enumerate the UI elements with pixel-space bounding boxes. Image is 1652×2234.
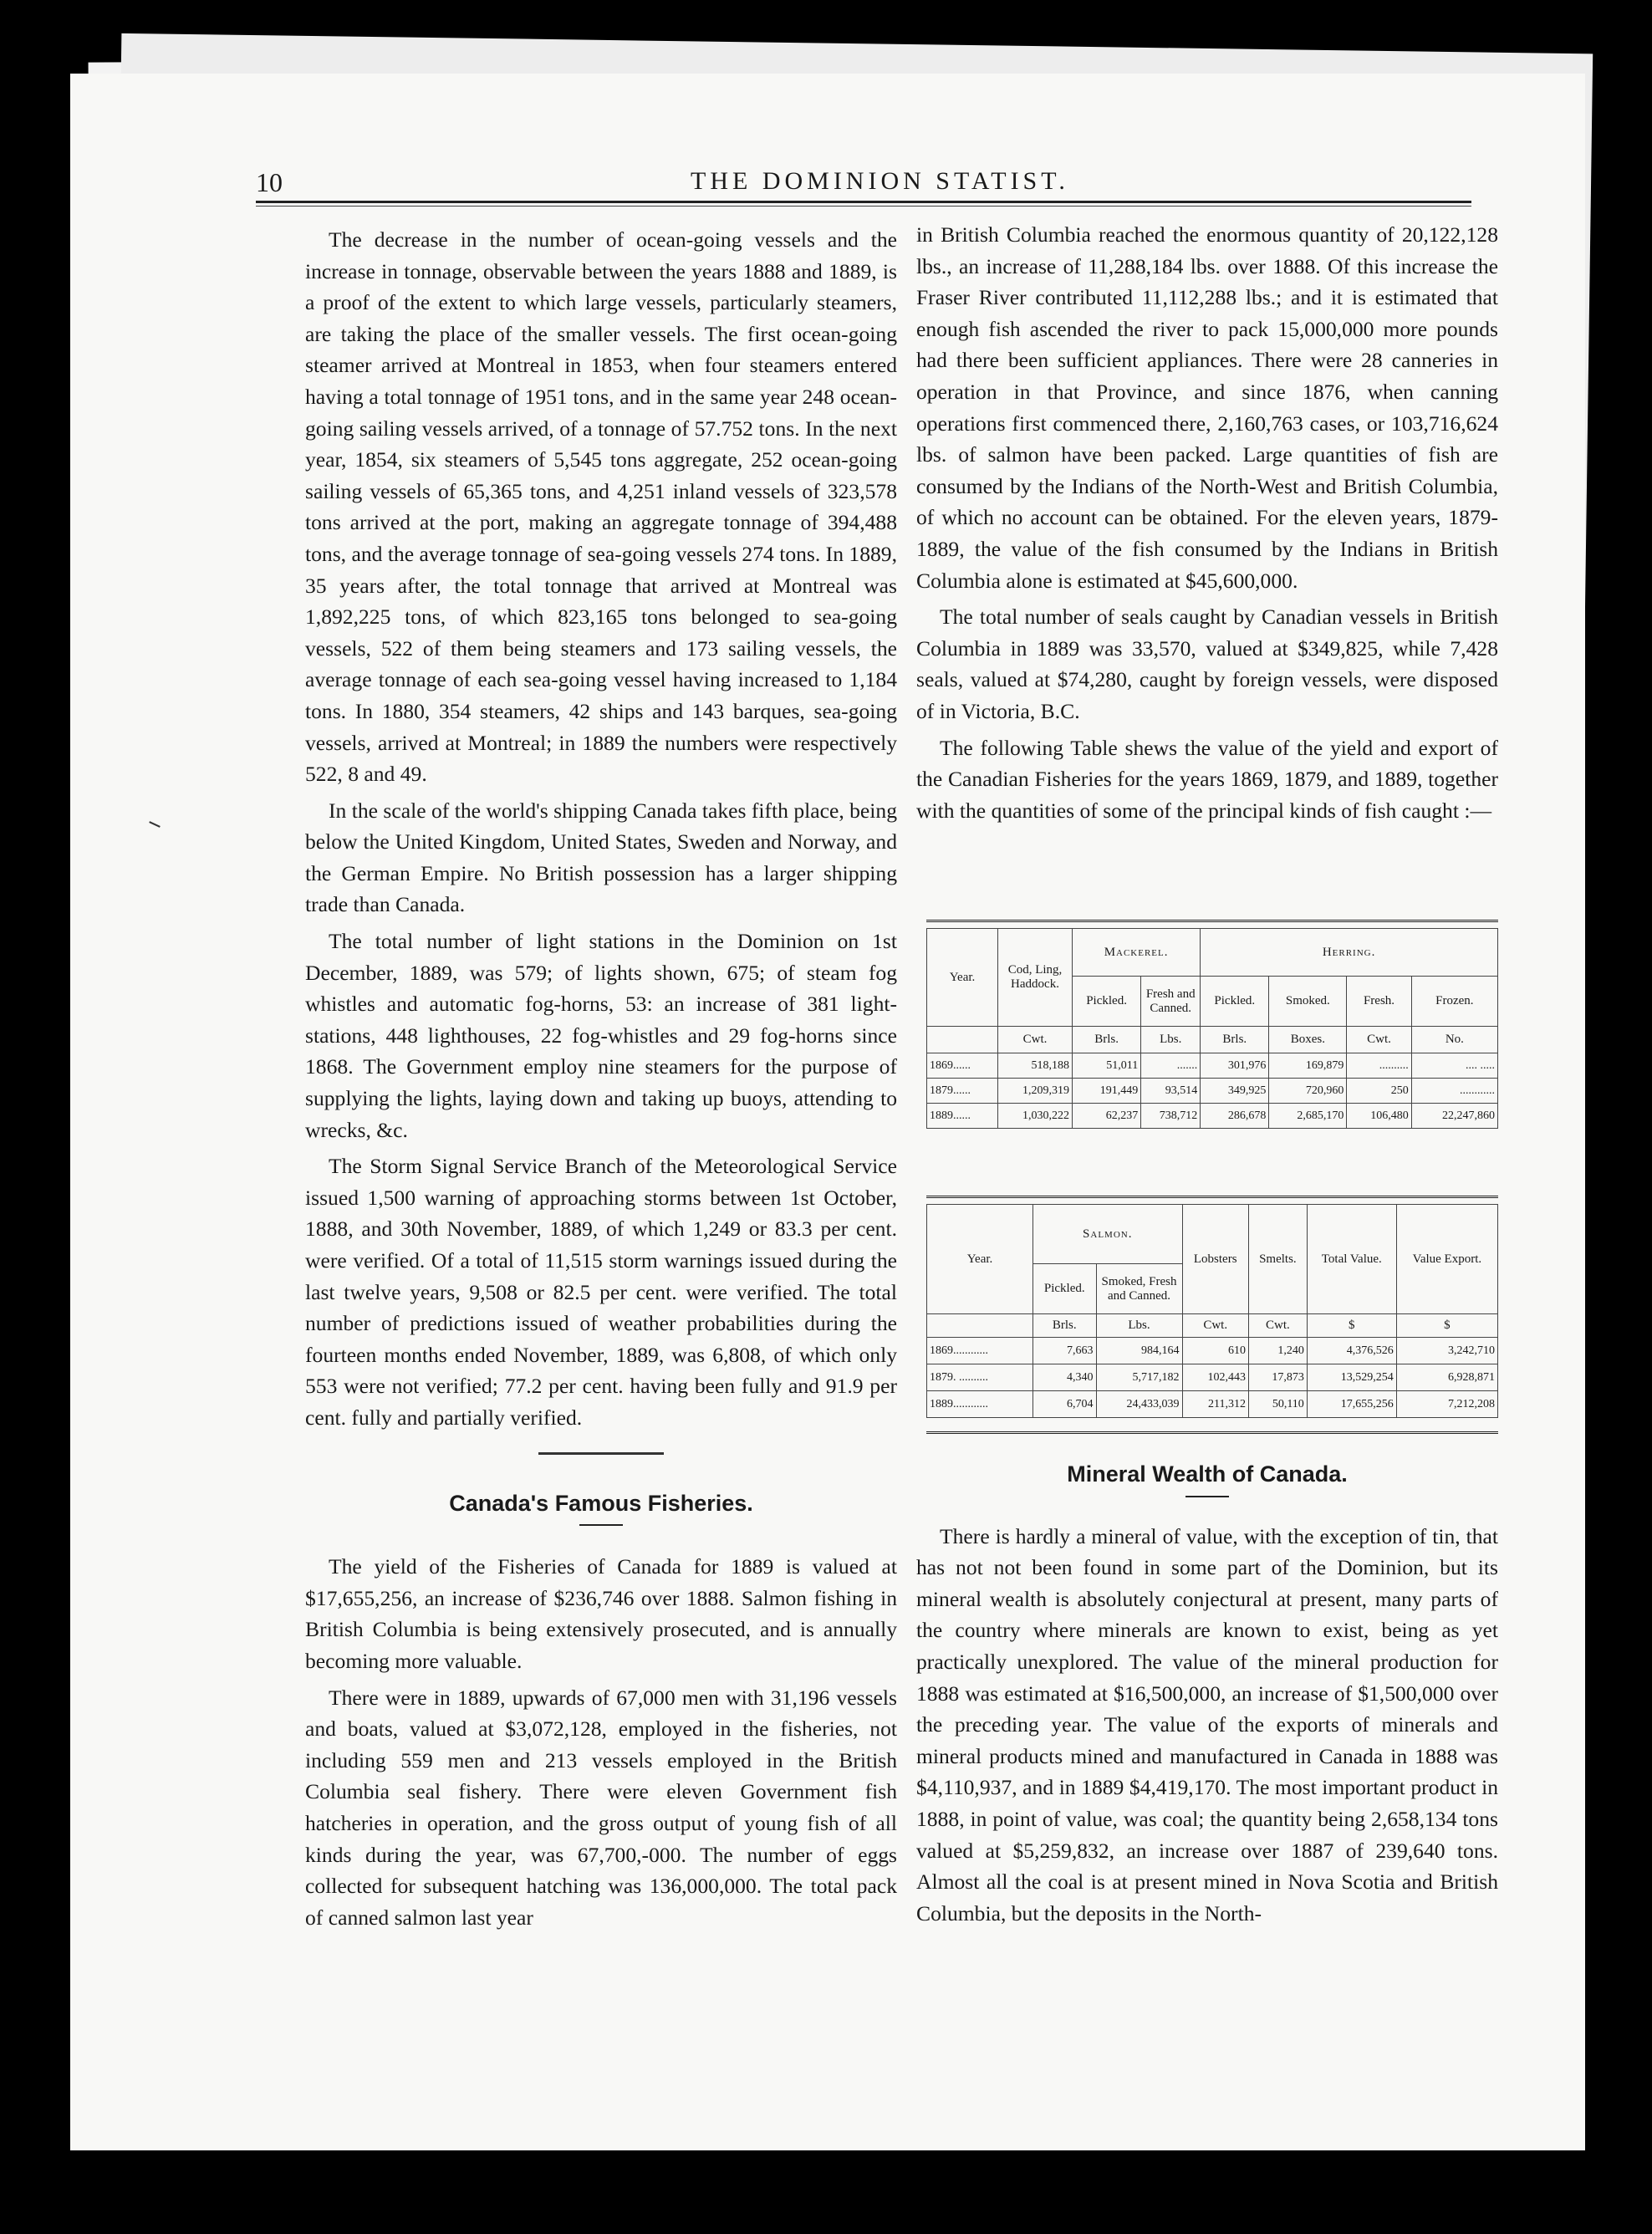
unit-label: No. xyxy=(1411,1027,1497,1053)
paragraph: The following Table shews the value of the yield and export of the Canadian Fisheries for the years 1869, 1879, and 1889, together with the quantities of some of the principal kinds of fish caught :— xyxy=(916,735,1498,823)
col-header: Pickled. xyxy=(1073,977,1141,1027)
table-cell: 51,011 xyxy=(1073,1053,1141,1079)
table-cell: 169,879 xyxy=(1269,1053,1347,1079)
table-cell: 13,529,254 xyxy=(1307,1364,1396,1391)
table-rule xyxy=(926,920,1498,925)
table-cell: 7,212,208 xyxy=(1396,1391,1497,1418)
table-cell: 1,030,222 xyxy=(998,1104,1073,1129)
table-cell: 518,188 xyxy=(998,1053,1073,1079)
table-cell: 984,164 xyxy=(1096,1338,1182,1364)
table-cell: ............ xyxy=(1411,1079,1497,1104)
paragraph: The Storm Signal Service Branch of the Meteorological Service issued 1,500 warning of approaching storms between 1st October, 1888, and 30th November, 1889, of which 1,249 or 83.3 per cent. were verified. Of a total of 11,515 storm warnings issued during the last twelve years, 9,508 or 82.5 per cent. were verified. The total number of predictions issued of weather probabilities during the fourteen months ended November, 1889, was 6,808, of which only 553 were not verified; 77.2 per cent. having been fully and 91.9 per cent. fully and partially verified. xyxy=(305,1154,897,1430)
col-header: Herring. xyxy=(1201,929,1498,977)
table-cell: 1889...... xyxy=(927,1104,998,1129)
publication-title: THE DOMINION STATIST. xyxy=(691,167,1069,195)
table-cell: .......... xyxy=(1347,1053,1411,1079)
table-cell: 2,685,170 xyxy=(1269,1104,1347,1129)
table-cell: 1879. .......... xyxy=(927,1364,1033,1391)
table-cell: 6,928,871 xyxy=(1396,1364,1497,1391)
paragraph: The total number of seals caught by Canadian vessels in British Columbia in 1889 was 33,570, valued at $349,825, while 7,428 seals, valued at $74,280, caught by foreign vessels, were disposed of in Victoria, B.C. xyxy=(916,604,1498,723)
col-header: Frozen. xyxy=(1411,977,1497,1027)
section-heading: Canada's Famous Fisheries. xyxy=(449,1490,753,1516)
col-header: Pickled. xyxy=(1201,977,1269,1027)
unit-label: Cwt. xyxy=(1182,1314,1248,1338)
col-header: Value Export. xyxy=(1396,1205,1497,1314)
col-header: Year. xyxy=(927,929,998,1027)
table-cell: 7,663 xyxy=(1033,1338,1097,1364)
table-cell: 349,925 xyxy=(1201,1079,1269,1104)
table-cell: 1,209,319 xyxy=(998,1079,1073,1104)
table-cell: 24,433,039 xyxy=(1096,1391,1182,1418)
paragraph: in British Columbia reached the enormous quantity of 20,122,128 lbs., an increase of 11,288,184 lbs. over 1888. Of this increase the Fraser River contributed 11,112,288 lbs.; and it is estimated that enough fish ascended the river to pack 15,000,000 more pounds had there been sufficient appliances. There were 28 canneries in operation in that Province, and since 1876, when canning operations first commenced there, 2,160,763 cases, or 103,716,624 lbs. of salmon have been packed. Large quantities of fish are consumed by the Indians of the North-West and British Columbia, of which no account can be obtained. For the eleven years, 1879-1889, the value of the fish consumed by the Indians in British Columbia alone is estimated at $45,600,000. xyxy=(916,222,1498,593)
col-header: Fresh and Canned. xyxy=(1141,977,1201,1027)
paragraph: The total number of light stations in the Dominion on 1st December, 1889, was 579; of lights shown, 675; of steam fog whistles and automatic fog-horns, 53: an increase of 381 light-stations, 448 lighthouses, 22 fog-whistles and 29 fog-horns since 1868. The Government employ nine steamers for the purpose of supplying the lights, laying down and taking up buoys, attending to wrecks, &c. xyxy=(305,929,897,1142)
paragraph: In the scale of the world's shipping Canada takes fifth place, being below the United Kingdom, United States, Sweden and Norway, and the German Empire. No British possession has a larger shipping trade than Canada. xyxy=(305,798,897,917)
left-column xyxy=(305,224,897,1933)
section-heading: Mineral Wealth of Canada. xyxy=(1067,1461,1348,1487)
running-header xyxy=(256,167,1468,197)
fisheries-table-2 xyxy=(926,1204,1498,1418)
unit-label: Cwt. xyxy=(1347,1027,1411,1053)
table-cell: 1,240 xyxy=(1248,1338,1307,1364)
unit-label: $ xyxy=(1396,1314,1497,1338)
table-rule xyxy=(926,1196,1498,1201)
unit-label: Brls. xyxy=(1201,1027,1269,1053)
right-column xyxy=(916,219,1498,826)
table-cell: 6,704 xyxy=(1033,1391,1097,1418)
fisheries-table-1 xyxy=(926,928,1498,1129)
col-header: Salmon. xyxy=(1033,1205,1183,1264)
col-header: Pickled. xyxy=(1033,1264,1097,1314)
table-cell: 211,312 xyxy=(1182,1391,1248,1418)
table-cell: 3,242,710 xyxy=(1396,1338,1497,1364)
paragraph: There were in 1889, upwards of 67,000 men with 31,196 vessels and boats, valued at $3,072,128, employed in the fisheries, not including 559 men and 213 vessels employed in the British Columbia seal fishery. There were eleven Government fish hatcheries in operation, and the gross output of young fish of all kinds during the year, was 67,700,-000. The number of eggs collected for subsequent hatching was 136,000,000. The total pack of canned salmon last year xyxy=(305,1685,897,1930)
col-header: Cod, Ling, Haddock. xyxy=(998,929,1073,1027)
unit-label: Cwt. xyxy=(998,1027,1073,1053)
header-rule xyxy=(256,201,1471,203)
header-rule-thin xyxy=(256,206,1471,207)
col-header: Year. xyxy=(927,1205,1033,1314)
table-cell: 610 xyxy=(1182,1338,1248,1364)
unit-label: Cwt. xyxy=(1248,1314,1307,1338)
paragraph: There is hardly a mineral of value, with the exception of tin, that has not not been found in some part of the Dominion, but its mineral wealth is absolutely conjectural at present, many parts of the country where minerals are known to exist, being as yet practically unexplored. The value of the mineral production for 1888 was estimated at $16,500,000, an increase of $1,500,000 over the preceding year. The value of the exports of minerals and mineral products mined and manufactured in Canada in 1888 was $4,110,937, and in 1889 $4,419,170. The most important product in 1888, in point of value, was coal; the quantity being 2,658,134 tons valued at $5,259,832, an increase over 1887 of 239,640 tons. Almost all the coal is at present mined in Nova Scotia and British Columbia, but the deposits in the North- xyxy=(916,1523,1498,1925)
table-cell: 62,237 xyxy=(1073,1104,1141,1129)
table-cell: 1869...... xyxy=(927,1053,998,1079)
unit-label: Brls. xyxy=(1033,1314,1097,1338)
col-header: Smoked. xyxy=(1269,977,1347,1027)
table-cell: 93,514 xyxy=(1141,1079,1201,1104)
table-cell: 301,976 xyxy=(1201,1053,1269,1079)
table-cell: .... ..... xyxy=(1411,1053,1497,1079)
table-cell: 50,110 xyxy=(1248,1391,1307,1418)
table-cell: 250 xyxy=(1347,1079,1411,1104)
unit-label: Lbs. xyxy=(1096,1314,1182,1338)
col-header: Mackerel. xyxy=(1073,929,1201,977)
table-cell: 720,960 xyxy=(1269,1079,1347,1104)
mineral-section xyxy=(916,1459,1498,1929)
table-cell: 22,247,860 xyxy=(1411,1104,1497,1129)
paragraph: The yield of the Fisheries of Canada for 1889 is valued at $17,655,256, an increase of $236,746 over 1888. Salmon fishing in British Columbia is being extensively prosecuted, and is annually becoming more valuable. xyxy=(305,1554,897,1673)
table-cell: 1869............ xyxy=(927,1338,1033,1364)
paragraph: The decrease in the number of ocean-going vessels and the increase in tonnage, observable between the years 1888 and 1889, is a proof of the extent to which large vessels, particularly steamers, are taking the place of the smaller vessels. The first ocean-going steamer arrived at Montreal in 1853, when four steamers entered having a total tonnage of 1951 tons, and in the same year 248 ocean-going sailing vessels arrived, of a tonnage of 57.752 tons. In the next year, 1854, six steamers of 5,545 tons aggregate, 252 ocean-going sailing vessels of 65,365 tons, and 4,251 inland vessels of 323,578 tons arrived at the port, making an aggregate tonnage of 394,488 tons, and the average tonnage of sea-going vessels 274 tons. In 1889, 35 years after, the total tonnage that arrived at Montreal was 1,892,225 tons, of which 823,165 tons belonged to sea-going vessels, 522 of them being steamers and 173 sailing vessels, the average tonnage of each sea-going vessel having increased to 1,184 tons. In 1880, 354 steamers, 42 ships and 143 barques, sea-going vessels, arrived at Montreal; in 1889 the numbers were respectively 522, 8 and 49. xyxy=(305,227,897,787)
table-cell: 4,376,526 xyxy=(1307,1338,1396,1364)
col-header: Fresh. xyxy=(1347,977,1411,1027)
table-cell: 1879...... xyxy=(927,1079,998,1104)
unit-label: Lbs. xyxy=(1141,1027,1201,1053)
col-header: Smoked, Fresh and Canned. xyxy=(1096,1264,1182,1314)
table-cell: 1889............ xyxy=(927,1391,1033,1418)
table-cell: 106,480 xyxy=(1347,1104,1411,1129)
table-cell: 5,717,182 xyxy=(1096,1364,1182,1391)
table-rule xyxy=(926,1431,1498,1436)
unit-label: Boxes. xyxy=(1269,1027,1347,1053)
table-cell: 102,443 xyxy=(1182,1364,1248,1391)
unit-label: Brls. xyxy=(1073,1027,1141,1053)
table-cell: 738,712 xyxy=(1141,1104,1201,1129)
table-cell: ....... xyxy=(1141,1053,1201,1079)
table-cell: 17,873 xyxy=(1248,1364,1307,1391)
unit-label: $ xyxy=(1307,1314,1396,1338)
col-header: Total Value. xyxy=(1307,1205,1396,1314)
table-cell: 4,340 xyxy=(1033,1364,1097,1391)
page-number: 10 xyxy=(256,167,283,197)
table-cell: 286,678 xyxy=(1201,1104,1269,1129)
table-cell: 17,655,256 xyxy=(1307,1391,1396,1418)
col-header: Lobsters xyxy=(1182,1205,1248,1314)
table-cell: 191,449 xyxy=(1073,1079,1141,1104)
col-header: Smelts. xyxy=(1248,1205,1307,1314)
